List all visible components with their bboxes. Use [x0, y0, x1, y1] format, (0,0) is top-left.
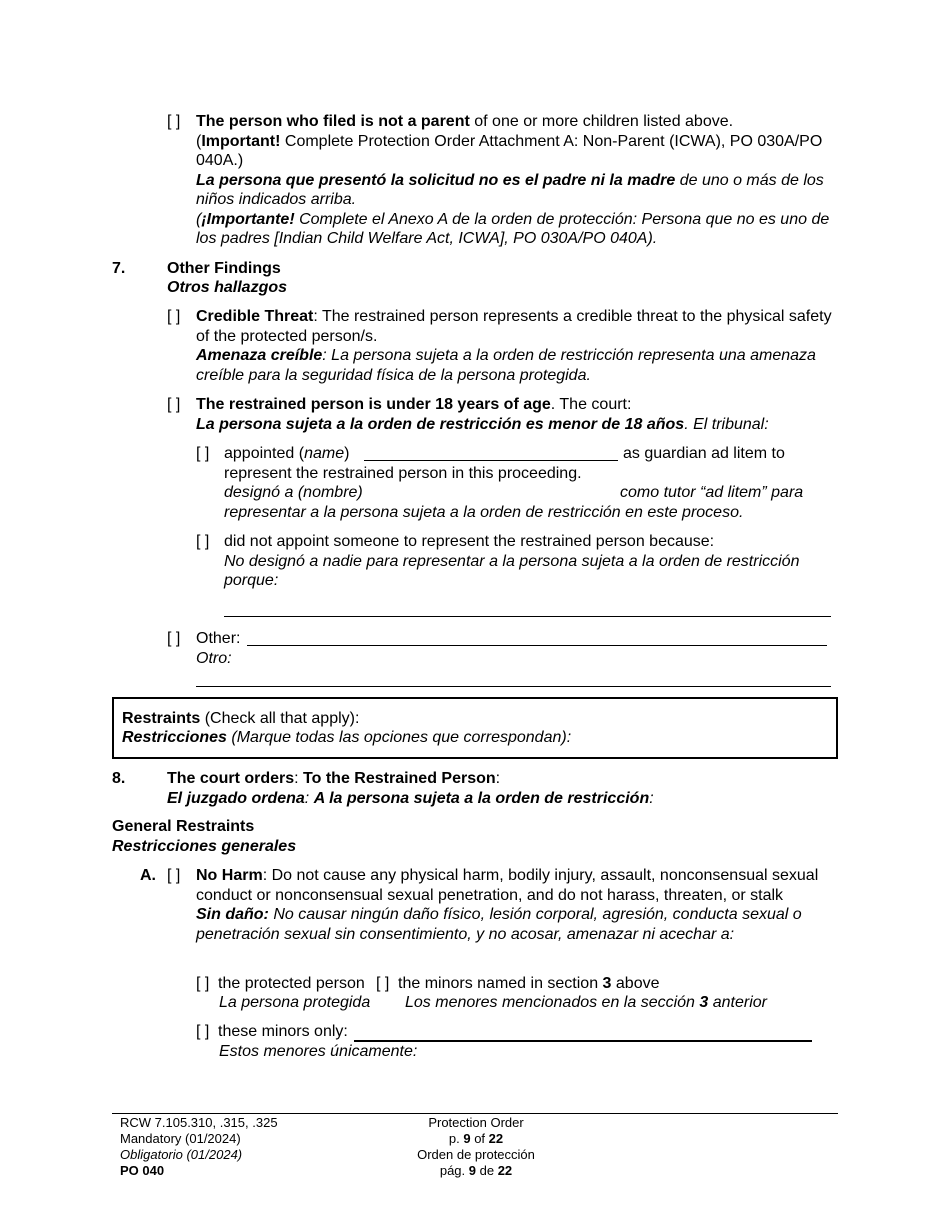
minor-block [196, 395, 846, 434]
opt2-minors-line[interactable] [354, 1024, 812, 1042]
general-title-es: Restricciones generales [112, 838, 297, 855]
appointed-es-c: como tutor “ad litem” para [620, 484, 804, 501]
credible-es-rest: : La persona sujeta a la orden de restricción representa una amenaza creíble para la seguridad física de la persona protegida. [196, 347, 816, 384]
itemA-block [196, 866, 841, 944]
nonparent-es-rest: de uno o más de los niños indicados arriba. [196, 171, 824, 208]
footer-rcw: RCW 7.105.310, .315, .325 [120, 1115, 278, 1130]
footer-left [120, 1115, 278, 1179]
nonparent-en-bold: The person who filed is not a parent [196, 113, 470, 130]
itemA-letter: A. [140, 867, 156, 884]
restraints-es-rest: (Marque todas las opciones que correspondan): [226, 729, 572, 746]
nonparent-important-open: ( [196, 132, 202, 150]
opt1-es-minors: Los menores mencionados en la sección 3 anterior [405, 994, 767, 1011]
not-appointed-es: No designó a nadie para representar a la persona sujeta a la orden de restricción porque: [224, 552, 800, 589]
opt2-label: these minors only: [218, 1023, 348, 1040]
appointed-name-label: name [304, 445, 345, 462]
credible-block [196, 307, 836, 385]
nonparent-en-rest: of one or more children listed above. [469, 113, 734, 130]
nonparent-es-important-open: ( [196, 210, 202, 228]
footer-obligatorio: Obligatorio (01/2024) [120, 1147, 243, 1162]
nonparent-es-important-rest: Complete el Anexo A de la orden de protección: Persona que no es uno de los padres [Indian Child Welfare Act, ICWA], PO 030A/PO 040A). [196, 210, 830, 247]
itemA-checkbox[interactable]: [ ] [167, 867, 181, 884]
section8-en: The court orders: To the Restrained Person: [167, 770, 501, 787]
section7-title-es: Otros hallazgos [167, 279, 288, 296]
itemA-es-bold: Sin daño: [196, 906, 269, 923]
not-appointed-reason-line[interactable] [224, 600, 831, 617]
restraints-en-rest: (Check all that apply): [200, 710, 360, 727]
credible-en-rest: : The restrained person represents a credible threat to the physical safety of the protected person/s. [196, 308, 832, 345]
footer-center [376, 1115, 576, 1179]
opt1-checkbox-minors[interactable]: [ ] [376, 975, 390, 992]
minor-checkbox[interactable]: [ ] [167, 396, 181, 413]
nonparent-checkbox[interactable]: [ ] [167, 113, 181, 130]
other-checkbox[interactable]: [ ] [167, 630, 181, 647]
credible-es-bold: Amenaza creíble [196, 347, 323, 364]
restraints-box [112, 697, 838, 759]
itemA-en-rest: : Do not cause any physical harm, bodily injury, assault, nonconsensual sexual conduct or nonconsensual sexual penetration, and do not harass, threaten, or stalk [196, 867, 819, 904]
other-line-1[interactable] [247, 629, 827, 646]
footer-form-number: PO 040 [120, 1163, 165, 1178]
section8-number: 8. [112, 770, 126, 787]
footer-title-es: Orden de protección [417, 1147, 535, 1162]
minor-en-rest: . The court: [550, 396, 632, 413]
not-appointed-en: did not appoint someone to represent the restrained person because: [224, 533, 715, 550]
itemA-en-bold: No Harm [196, 867, 263, 884]
appointed-checkbox[interactable]: [ ] [196, 445, 210, 462]
section8-es: El juzgado ordena: A la persona sujeta a la orden de restricción: [167, 790, 654, 807]
not-appointed-checkbox[interactable]: [ ] [196, 533, 210, 550]
footer-mandatory: Mandatory (01/2024) [120, 1131, 241, 1146]
footer-divider [112, 1113, 838, 1114]
minor-es-rest: . El tribunal: [684, 415, 769, 433]
not-appointed-block [224, 532, 844, 591]
appointed-en-c: as guardian ad litem to [623, 445, 785, 462]
general-title: General Restraints [112, 818, 255, 835]
minor-es-bold: La persona sujeta a la orden de restricción es menor de 18 años [196, 415, 685, 433]
opt2-checkbox[interactable]: [ ] [196, 1023, 210, 1040]
footer-title: Protection Order [428, 1115, 524, 1130]
opt1-label-minors: the minors named in section 3 above [398, 975, 660, 992]
nonparent-important-rest: Complete Protection Order Attachment A: Non-Parent (ICWA), PO 030A/PO 040A.) [196, 132, 823, 169]
minor-en-bold: The restrained person is under 18 years of age [196, 396, 551, 413]
appointed-en-a: appointed (name) [224, 445, 350, 462]
other-line-2[interactable] [196, 670, 831, 687]
credible-en-bold: Credible Threat [196, 308, 314, 325]
appointed-en-line2: represent the restrained person in this proceeding. [224, 465, 582, 482]
nonparent-es-important-bold: ¡Importante! [201, 210, 295, 228]
footer-page: p. 9 of 22 [448, 1131, 504, 1146]
credible-checkbox[interactable]: [ ] [167, 308, 181, 325]
appointed-es-line2: representar a la persona sujeta a la orden de restricción en este proceso. [224, 504, 744, 521]
opt1-label-protected: the protected person [218, 975, 365, 992]
opt2-es: Estos menores únicamente: [219, 1043, 418, 1060]
opt1-checkbox-protected[interactable]: [ ] [196, 975, 210, 992]
section7-title: Other Findings [167, 260, 281, 277]
other-label: Other: [196, 630, 241, 647]
restraints-en-bold: Restraints [122, 710, 201, 727]
nonparent-important-bold: Important! [201, 132, 281, 150]
opt1-es-protected: La persona protegida [219, 994, 371, 1011]
restraints-es-bold: Restricciones [122, 729, 227, 746]
nonparent-block [196, 112, 836, 249]
appointed-name-line[interactable] [364, 444, 618, 461]
footer-page-es: pág. 9 de 22 [439, 1163, 513, 1178]
section7-number: 7. [112, 260, 126, 277]
appointed-es-a: designó a (nombre) [224, 484, 363, 501]
other-label-es: Otro: [196, 650, 232, 667]
nonparent-es-bold: La persona que presentó la solicitud no es el padre ni la madre [196, 171, 676, 189]
itemA-es-rest: No causar ningún daño físico, lesión corporal, agresión, conducta sexual o penetración sexual sin consentimiento, y no acosar, amenazar ni acechar a: [196, 906, 802, 943]
